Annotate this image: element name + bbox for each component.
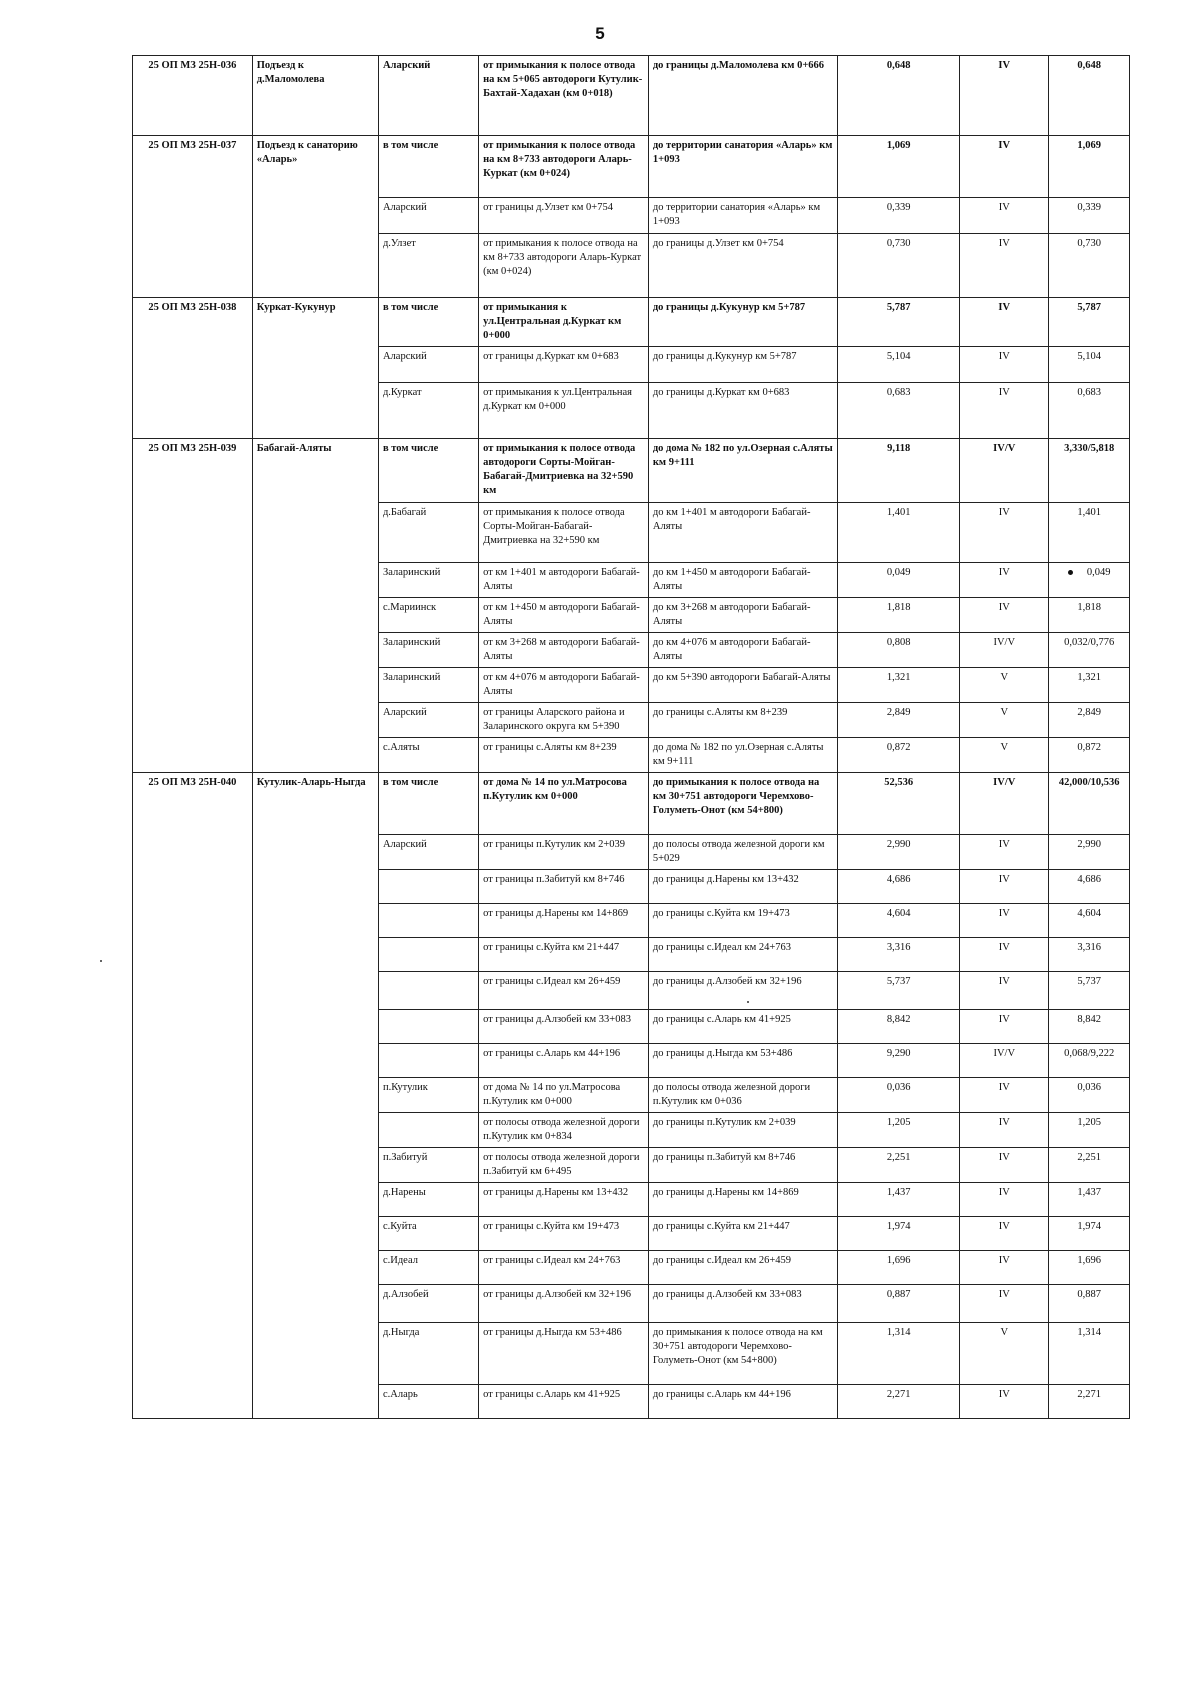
category-cell: IV [960, 234, 1049, 298]
length-cell: 4,604 [838, 904, 960, 938]
road-code: 25 ОП МЗ 25Н-040 [133, 773, 253, 1419]
from-cell: от границы с.Идеал км 24+763 [479, 1251, 649, 1285]
page-number: 5 [595, 24, 605, 43]
district-cell: в том числе [378, 773, 478, 835]
to-cell: до полосы отвода железной дороги п.Кутулик км 0+036 [648, 1078, 837, 1113]
by-category-cell: 0,339 [1049, 198, 1130, 234]
length-cell: 0,648 [838, 56, 960, 136]
to-cell: до границы д.Нарены км 14+869 [648, 1183, 837, 1217]
by-category-cell: 1,818 [1049, 598, 1130, 633]
district-cell [378, 904, 478, 938]
road-name: Подъезд к д.Маломолева [252, 56, 378, 136]
by-category-cell: 0,730 [1049, 234, 1130, 298]
district-cell: с.Аляты [378, 738, 478, 773]
length-cell: 4,686 [838, 870, 960, 904]
from-cell: от границы с.Аляты км 8+239 [479, 738, 649, 773]
district-cell: д.Ныгда [378, 1323, 478, 1385]
from-cell: от границы с.Аларь км 41+925 [479, 1385, 649, 1419]
length-cell: 5,787 [838, 298, 960, 347]
length-cell: 1,314 [838, 1323, 960, 1385]
district-cell: Заларинский [378, 633, 478, 668]
by-category-cell: 4,686 [1049, 870, 1130, 904]
to-cell: до границы д.Ныгда км 53+486 [648, 1044, 837, 1078]
district-cell: д.Бабагай [378, 503, 478, 563]
by-category-cell: 0,683 [1049, 383, 1130, 439]
from-cell: от дома № 14 по ул.Матросова п.Кутулик км 0+000 [479, 773, 649, 835]
category-cell: IV [960, 904, 1049, 938]
by-category-value: 0,049 [1086, 567, 1111, 578]
category-cell: IV [960, 1010, 1049, 1044]
category-cell: V [960, 703, 1049, 738]
roads-table-body [133, 56, 1130, 1419]
from-cell: от границы д.Куркат км 0+683 [479, 347, 649, 383]
district-cell: п.Забитуй [378, 1148, 478, 1183]
from-cell: от примыкания к ул.Центральная д.Куркат км 0+000 [479, 383, 649, 439]
scan-speck [100, 960, 102, 962]
road-name: Кутулик-Аларь-Ныгда [252, 773, 378, 1419]
length-cell: 0,808 [838, 633, 960, 668]
category-cell: IV [960, 1078, 1049, 1113]
length-cell: 1,818 [838, 598, 960, 633]
to-cell: до км 4+076 м автодороги Бабагай-Аляты [648, 633, 837, 668]
by-category-cell: 8,842 [1049, 1010, 1130, 1044]
length-cell: 2,251 [838, 1148, 960, 1183]
category-cell: IV/V [960, 439, 1049, 503]
category-cell: IV/V [960, 633, 1049, 668]
by-category-cell: 1,321 [1049, 668, 1130, 703]
to-cell: до границы д.Кукунур км 5+787 [648, 298, 837, 347]
by-category-cell: 3,330/5,818 [1049, 439, 1130, 503]
road-code: 25 ОП МЗ 25Н-038 [133, 298, 253, 439]
district-cell: Заларинский [378, 668, 478, 703]
to-cell: до границы д.Кукунур км 5+787 [648, 347, 837, 383]
length-cell: 0,872 [838, 738, 960, 773]
by-category-cell: 3,316 [1049, 938, 1130, 972]
category-cell: V [960, 1323, 1049, 1385]
district-cell: Аларский [378, 347, 478, 383]
to-cell: до территории санатория «Аларь» км 1+093 [648, 136, 837, 198]
category-cell: V [960, 738, 1049, 773]
to-cell: до границы с.Аляты км 8+239 [648, 703, 837, 738]
to-cell: до границы с.Идеал км 26+459 [648, 1251, 837, 1285]
district-cell: Заларинский [378, 563, 478, 598]
from-cell: от примыкания к полосе отвода на км 5+065 автодороги Кутулик-Бахтай-Хадахан (км 0+018) [479, 56, 649, 136]
length-cell: 0,683 [838, 383, 960, 439]
road-name: Подъезд к санаторию «Аларь» [252, 136, 378, 298]
length-cell: 1,321 [838, 668, 960, 703]
from-cell: от км 4+076 м автодороги Бабагай-Аляты [479, 668, 649, 703]
category-cell: IV [960, 1113, 1049, 1148]
length-cell: 1,437 [838, 1183, 960, 1217]
from-cell: от дома № 14 по ул.Матросова п.Кутулик км 0+000 [479, 1078, 649, 1113]
category-cell: IV [960, 136, 1049, 198]
district-cell: д.Куркат [378, 383, 478, 439]
district-cell [378, 972, 478, 1010]
road-code: 25 ОП МЗ 25Н-036 [133, 56, 253, 136]
bullet-icon [1068, 570, 1073, 575]
from-cell: от полосы отвода железной дороги п.Кутулик км 0+834 [479, 1113, 649, 1148]
category-cell: IV [960, 972, 1049, 1010]
category-cell: IV [960, 1285, 1049, 1323]
length-cell: 9,118 [838, 439, 960, 503]
category-cell: IV [960, 503, 1049, 563]
by-category-cell: 5,104 [1049, 347, 1130, 383]
table-row [133, 56, 1130, 136]
road-code: 25 ОП МЗ 25Н-039 [133, 439, 253, 773]
category-cell: V [960, 668, 1049, 703]
district-cell: д.Алзобей [378, 1285, 478, 1323]
by-category-cell: 1,974 [1049, 1217, 1130, 1251]
district-cell: с.Аларь [378, 1385, 478, 1419]
by-category-cell [1049, 563, 1130, 598]
category-cell: IV [960, 1251, 1049, 1285]
from-cell: от км 1+401 м автодороги Бабагай-Аляты [479, 563, 649, 598]
district-cell [378, 1044, 478, 1078]
to-cell: до границы д.Куркат км 0+683 [648, 383, 837, 439]
category-cell: IV [960, 198, 1049, 234]
from-cell: от границы с.Куйта км 21+447 [479, 938, 649, 972]
from-cell: от км 1+450 м автодороги Бабагай-Аляты [479, 598, 649, 633]
by-category-cell: 1,437 [1049, 1183, 1130, 1217]
road-code: 25 ОП МЗ 25Н-037 [133, 136, 253, 298]
to-cell: до км 1+401 м автодороги Бабагай-Аляты [648, 503, 837, 563]
from-cell: от границы Аларского района и Заларинского округа км 5+390 [479, 703, 649, 738]
category-cell: IV/V [960, 1044, 1049, 1078]
category-cell: IV [960, 870, 1049, 904]
category-cell: IV [960, 938, 1049, 972]
length-cell: 2,849 [838, 703, 960, 738]
length-cell: 0,036 [838, 1078, 960, 1113]
length-cell: 1,696 [838, 1251, 960, 1285]
district-cell: Аларский [378, 703, 478, 738]
length-cell: 2,271 [838, 1385, 960, 1419]
to-cell: до границы д.Алзобей км 33+083 [648, 1285, 837, 1323]
by-category-cell: 0,648 [1049, 56, 1130, 136]
to-cell: до границы с.Куйта км 19+473 [648, 904, 837, 938]
district-cell: в том числе [378, 439, 478, 503]
by-category-cell: 2,990 [1049, 835, 1130, 870]
from-cell: от границы д.Ныгда км 53+486 [479, 1323, 649, 1385]
category-cell: IV [960, 1148, 1049, 1183]
from-cell: от границы д.Нарены км 14+869 [479, 904, 649, 938]
category-cell: IV [960, 1183, 1049, 1217]
table-row [133, 298, 1130, 347]
from-cell: от примыкания к полосе отвода на км 8+733 автодороги Аларь-Куркат (км 0+024) [479, 234, 649, 298]
by-category-cell: 1,205 [1049, 1113, 1130, 1148]
by-category-cell: 0,032/0,776 [1049, 633, 1130, 668]
by-category-cell: 1,069 [1049, 136, 1130, 198]
length-cell: 1,401 [838, 503, 960, 563]
to-cell: до границы п.Кутулик км 2+039 [648, 1113, 837, 1148]
by-category-cell: 0,068/9,222 [1049, 1044, 1130, 1078]
length-cell: 1,069 [838, 136, 960, 198]
by-category-cell: 5,787 [1049, 298, 1130, 347]
by-category-cell: 2,271 [1049, 1385, 1130, 1419]
category-cell: IV [960, 1217, 1049, 1251]
district-cell [378, 870, 478, 904]
to-cell: до границы д.Нарены км 13+432 [648, 870, 837, 904]
from-cell: от границы п.Забитуй км 8+746 [479, 870, 649, 904]
scan-speck [747, 1001, 749, 1003]
district-cell: в том числе [378, 298, 478, 347]
by-category-cell: 1,696 [1049, 1251, 1130, 1285]
length-cell: 5,737 [838, 972, 960, 1010]
district-cell: Аларский [378, 56, 478, 136]
length-cell: 8,842 [838, 1010, 960, 1044]
from-cell: от примыкания к полосе отвода автодороги Сорты-Мойган-Бабагай-Дмитриевка на 32+590 км [479, 439, 649, 503]
by-category-cell: 1,401 [1049, 503, 1130, 563]
to-cell: до границы с.Аларь км 41+925 [648, 1010, 837, 1044]
category-cell: IV [960, 598, 1049, 633]
to-cell: до км 1+450 м автодороги Бабагай-Аляты [648, 563, 837, 598]
length-cell: 2,990 [838, 835, 960, 870]
from-cell: от границы д.Алзобей км 33+083 [479, 1010, 649, 1044]
by-category-cell: 1,314 [1049, 1323, 1130, 1385]
to-cell: до границы д.Маломолева км 0+666 [648, 56, 837, 136]
to-cell: до территории санатория «Аларь» км 1+093 [648, 198, 837, 234]
category-cell: IV [960, 56, 1049, 136]
roads-table [132, 55, 1130, 1419]
category-cell: IV [960, 563, 1049, 598]
table-row [133, 439, 1130, 503]
to-cell: до км 3+268 м автодороги Бабагай-Аляты [648, 598, 837, 633]
district-cell: с.Идеал [378, 1251, 478, 1285]
from-cell: от границы п.Кутулик км 2+039 [479, 835, 649, 870]
district-cell: с.Куйта [378, 1217, 478, 1251]
category-cell: IV [960, 1385, 1049, 1419]
table-row [133, 773, 1130, 835]
from-cell: от границы с.Идеал км 26+459 [479, 972, 649, 1010]
from-cell: от полосы отвода железной дороги п.Забитуй км 6+495 [479, 1148, 649, 1183]
district-cell [378, 1010, 478, 1044]
road-name: Куркат-Кукунур [252, 298, 378, 439]
from-cell: от границы с.Аларь км 44+196 [479, 1044, 649, 1078]
by-category-cell: 5,737 [1049, 972, 1130, 1010]
length-cell: 52,536 [838, 773, 960, 835]
to-cell: до дома № 182 по ул.Озерная с.Аляты км 9+111 [648, 439, 837, 503]
from-cell: от границы д.Улзет км 0+754 [479, 198, 649, 234]
district-cell: д.Нарены [378, 1183, 478, 1217]
length-cell: 0,887 [838, 1285, 960, 1323]
length-cell: 0,730 [838, 234, 960, 298]
to-cell: до дома № 182 по ул.Озерная с.Аляты км 9+111 [648, 738, 837, 773]
district-cell [378, 1113, 478, 1148]
length-cell: 5,104 [838, 347, 960, 383]
length-cell: 0,049 [838, 563, 960, 598]
by-category-cell: 0,872 [1049, 738, 1130, 773]
district-cell: в том числе [378, 136, 478, 198]
by-category-cell: 4,604 [1049, 904, 1130, 938]
from-cell: от границы д.Алзобей км 32+196 [479, 1285, 649, 1323]
district-cell: Аларский [378, 835, 478, 870]
to-cell: до границы с.Куйта км 21+447 [648, 1217, 837, 1251]
to-cell: до границы д.Улзет км 0+754 [648, 234, 837, 298]
to-cell: до границы с.Аларь км 44+196 [648, 1385, 837, 1419]
category-cell: IV [960, 347, 1049, 383]
to-cell: до км 5+390 автодороги Бабагай-Аляты [648, 668, 837, 703]
to-cell: до границы д.Алзобей км 32+196 [648, 972, 837, 1010]
by-category-cell: 2,849 [1049, 703, 1130, 738]
by-category-cell: 2,251 [1049, 1148, 1130, 1183]
length-cell: 0,339 [838, 198, 960, 234]
category-cell: IV [960, 298, 1049, 347]
to-cell: до полосы отвода железной дороги км 5+029 [648, 835, 837, 870]
district-cell: д.Улзет [378, 234, 478, 298]
length-cell: 3,316 [838, 938, 960, 972]
to-cell: до границы с.Идеал км 24+763 [648, 938, 837, 972]
table-row [133, 136, 1130, 198]
from-cell: от границы с.Куйта км 19+473 [479, 1217, 649, 1251]
to-cell: до примыкания к полосе отвода на км 30+751 автодороги Черемхово-Голуметь-Онот (км 54+800) [648, 1323, 837, 1385]
from-cell: от примыкания к полосе отвода Сорты-Мойган-Бабагай-Дмитриевка на 32+590 км [479, 503, 649, 563]
category-cell: IV [960, 835, 1049, 870]
to-cell: до границы п.Забитуй км 8+746 [648, 1148, 837, 1183]
by-category-cell: 42,000/10,536 [1049, 773, 1130, 835]
to-cell: до примыкания к полосе отвода на км 30+751 автодороги Черемхово-Голуметь-Онот (км 54+800) [648, 773, 837, 835]
by-category-cell: 0,036 [1049, 1078, 1130, 1113]
by-category-cell: 0,887 [1049, 1285, 1130, 1323]
district-cell: с.Мариинск [378, 598, 478, 633]
from-cell: от примыкания к ул.Центральная д.Куркат км 0+000 [479, 298, 649, 347]
district-cell [378, 938, 478, 972]
length-cell: 1,205 [838, 1113, 960, 1148]
district-cell: Аларский [378, 198, 478, 234]
from-cell: от границы д.Нарены км 13+432 [479, 1183, 649, 1217]
from-cell: от примыкания к полосе отвода на км 8+733 автодороги Аларь-Куркат (км 0+024) [479, 136, 649, 198]
length-cell: 1,974 [838, 1217, 960, 1251]
category-cell: IV [960, 383, 1049, 439]
district-cell: п.Кутулик [378, 1078, 478, 1113]
length-cell: 9,290 [838, 1044, 960, 1078]
category-cell: IV/V [960, 773, 1049, 835]
road-name: Бабагай-Аляты [252, 439, 378, 773]
from-cell: от км 3+268 м автодороги Бабагай-Аляты [479, 633, 649, 668]
